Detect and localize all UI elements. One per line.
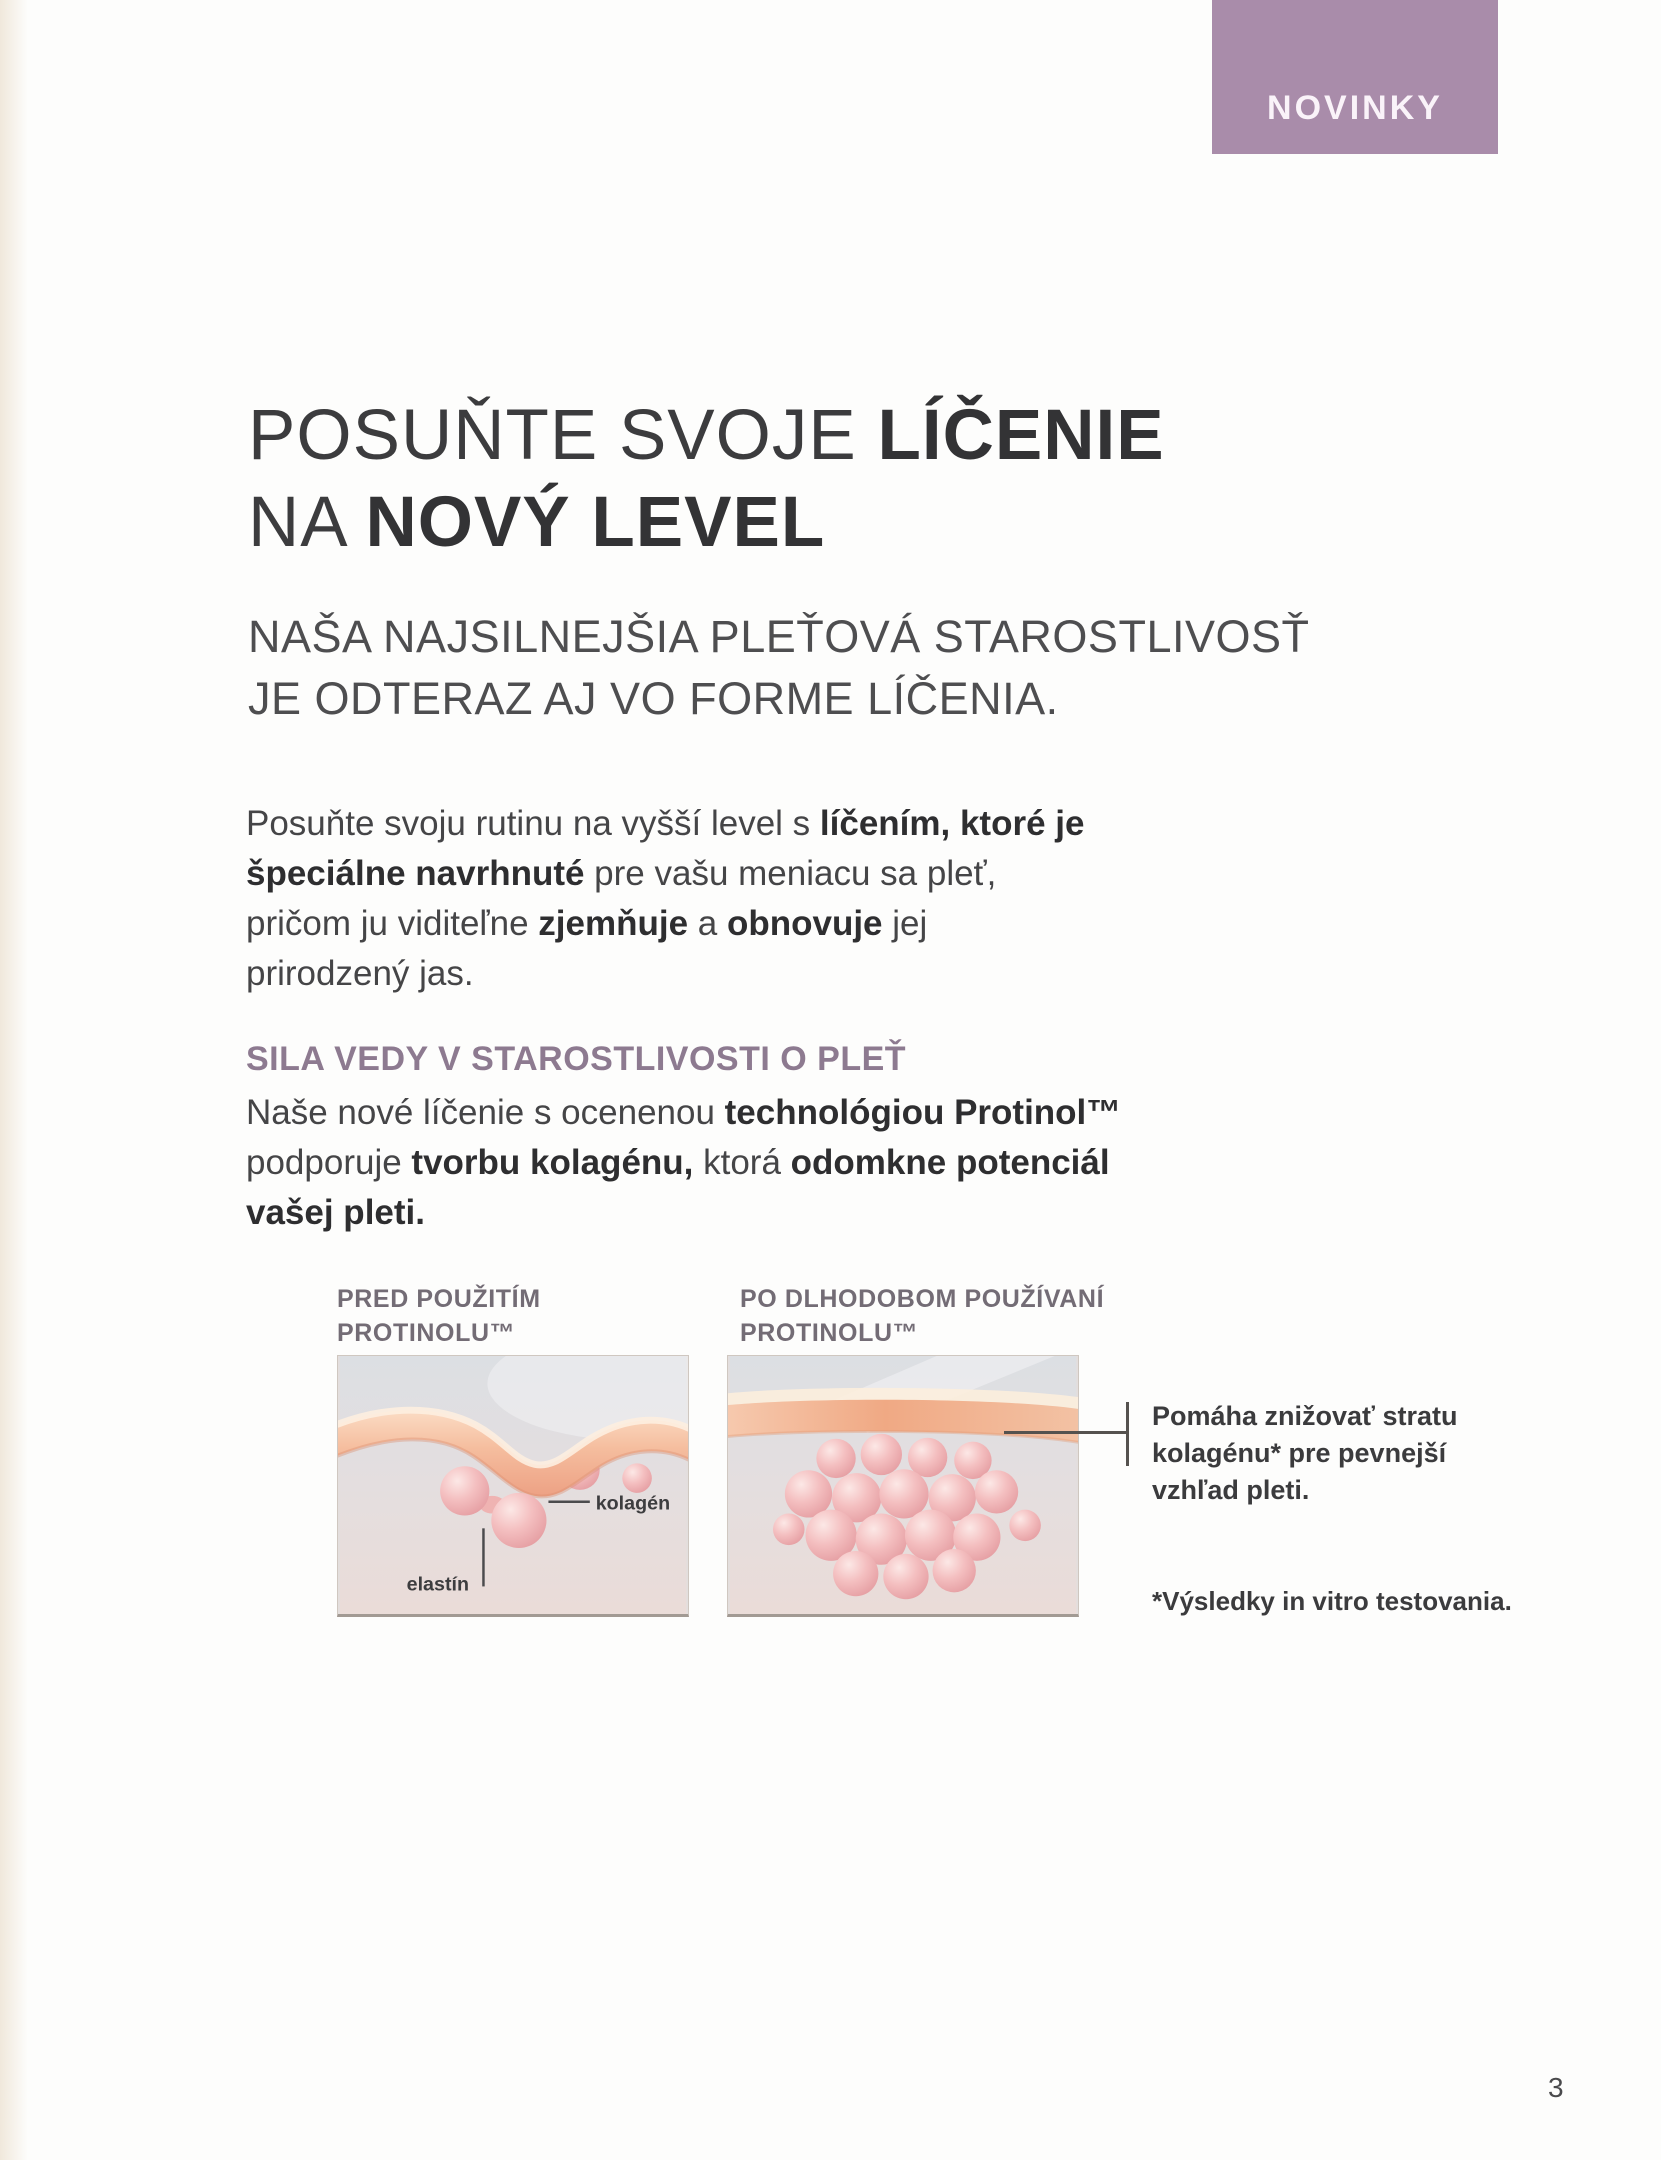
title-line1-bold: LÍČENIE [877,396,1165,475]
callout-connector-bar [1126,1402,1129,1466]
elastin-label: elastín [406,1573,470,1596]
science-paragraph [246,1088,1136,1238]
title-line2-bold: NOVÝ LEVEL [365,483,826,563]
before-caption-line2: PROTINOLU™ [337,1319,516,1347]
science-section-heading: SILA VEDY V STAROSTLIVOSTI O PLEŤ [246,1040,907,1078]
collagen-benefit-callout: Pomáha znižovať stratu kolagénu* pre pevnejší vzhľad pleti. [1152,1401,1458,1505]
before-caption [337,1282,541,1350]
intro-seg6-bold: obnovuje [726,904,883,943]
skin-diagram-before-image [337,1355,689,1617]
subtitle-line2: JE ODTERAZ AJ VO FORME LÍČENIA. [248,673,1059,724]
after-caption-line1: PO DLHODOBOM POUŽÍVANÍ [740,1285,1105,1313]
collagen-ball [440,1466,489,1515]
title-line1-light: POSUŇTE SVOJE [248,396,878,475]
skin-diagram-before [338,1356,688,1614]
subtitle-line1: NAŠA NAJSILNEJŠIA PLEŤOVÁ STAROSTLIVOSŤ [248,611,1310,662]
intro-seg2-bold: líčením, ktoré je špeciálne navrhnuté [246,804,1085,893]
page-edge-shading [0,0,28,2160]
badge-label: NOVINKY [1267,89,1443,127]
novinky-badge [1212,0,1498,154]
skin-diagram-after-image [727,1355,1079,1617]
intro-seg1: Posuňte svoju rutinu na vyšší level s [246,804,820,843]
kolagen-label: kolagén [595,1492,671,1515]
science-seg2-bold: technológiou Protinol™ [724,1093,1122,1132]
title-line2-light: NA [248,483,366,563]
intro-paragraph [246,799,1098,999]
intro-seg3: pre vašu meniacu sa pleť, pričom ju viditeľne [246,854,997,943]
collagen-ball [622,1463,652,1493]
intro-seg4-bold: zjemňuje [538,904,689,943]
intro-seg5: a [688,904,727,943]
page-subtitle [248,606,1398,730]
collagen-ball [491,1493,546,1548]
after-caption [740,1282,1104,1350]
skin-diagram-after [728,1356,1078,1614]
intro-seg7: jej prirodzený jas. [246,904,928,993]
before-caption-line1: PRED POUŽITÍM [337,1285,541,1313]
footnote: *Výsledky in vitro testovania. [1152,1586,1512,1616]
science-seg3: podporuje [246,1143,412,1182]
after-caption-line2: PROTINOLU™ [740,1319,919,1347]
science-seg1: Naše nové líčenie s ocenenou [246,1093,725,1132]
science-seg5: ktorá [693,1143,791,1182]
page-number: 3 [1548,2072,1564,2103]
callout-connector-line [1004,1431,1128,1434]
science-seg6-bold: odomkne potenciál vašej pleti. [246,1143,1110,1232]
science-seg4-bold: tvorbu kolagénu, [411,1143,694,1182]
page-title [248,392,1398,567]
